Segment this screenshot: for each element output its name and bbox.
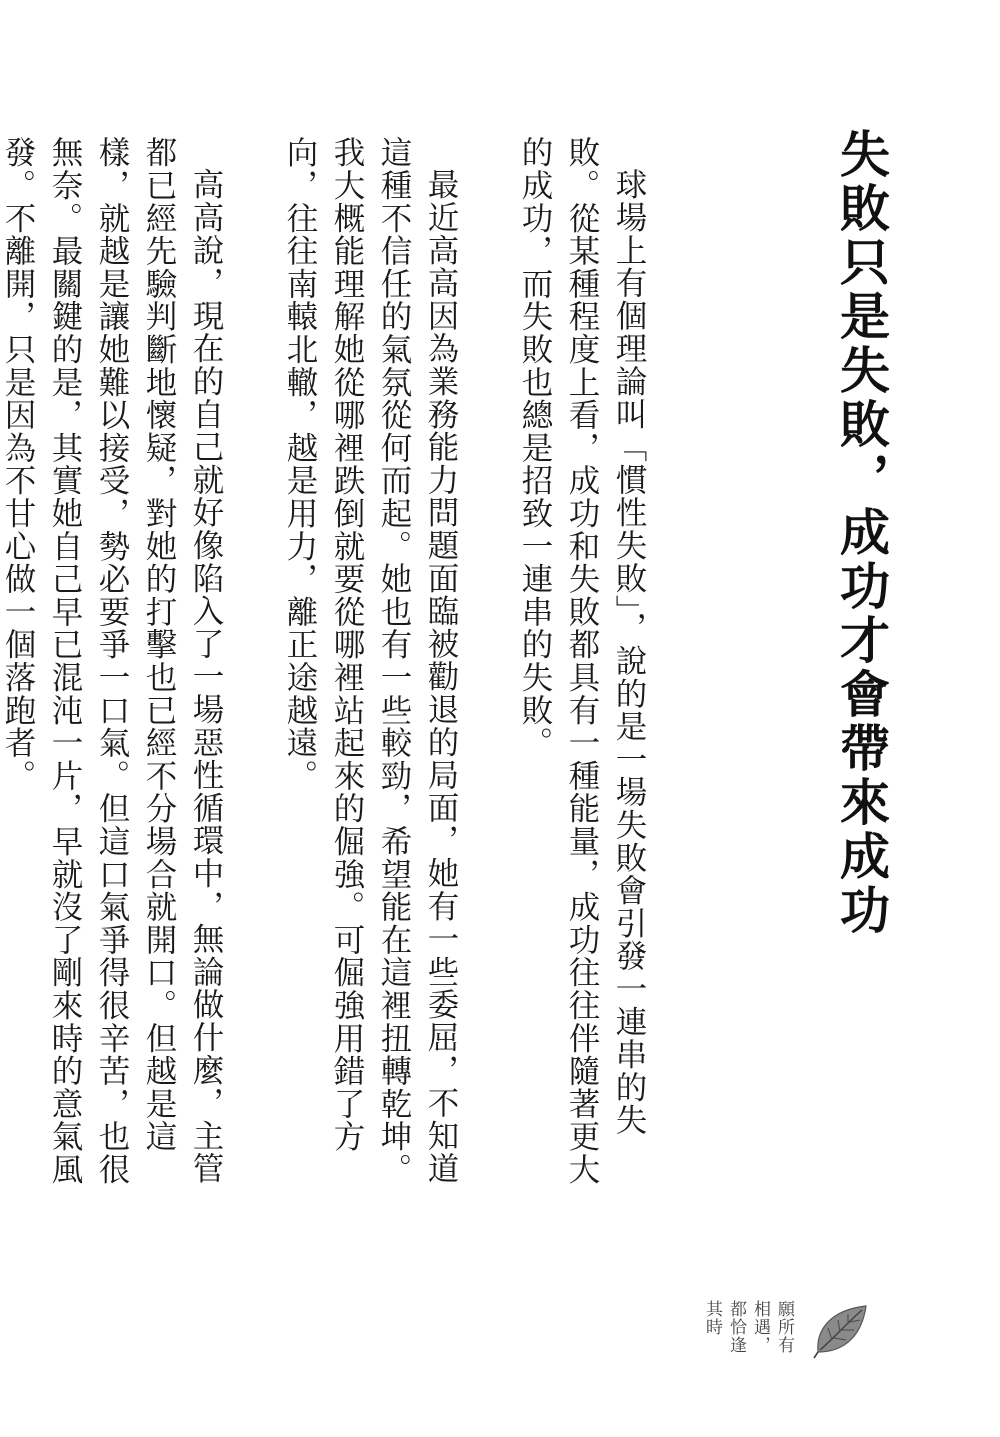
leaf-icon: [812, 1300, 872, 1360]
footer-line-1: 願所有: [774, 1300, 794, 1354]
paragraph-2: 最近高高因為業務能力問題面臨被勸退的局面，她有一些委屈，不知道這種不信任的氣氛從何而起。她也有一些較勁，希望能在這裡扭轉乾坤。我大概能理解她從哪裡跌倒就要從哪裡站起來的倔強。可倔強用錯了方向，往往南轅北轍，越是用力，離正途越遠。: [282, 136, 459, 1186]
page-footer: [694, 1300, 874, 1400]
paragraph-1: 球場上有個理論叫「慣性失敗」，說的是一場失敗會引發一連串的失敗。從某種程度上看，成功和失敗都具有一種能量，成功往往伴隨著更大的成功，而失敗也總是招致一連串的失敗。: [517, 136, 647, 1186]
footer-line-4: 其時: [702, 1300, 722, 1336]
paragraph-3: 高高說，現在的自己就好像陷入了一場惡性循環中，無論做什麼，主管都已經先驗判斷地懷疑，對她的打擊也已經不分場合就開口。但越是這樣，就越是讓她難以接受，勢必要爭一口氣。但這口氣爭得很辛苦，也很無奈。最關鍵的是，其實她自己早已混沌一片，早就沒了剛來時的意氣風發。不離開，只是因為不甘心做一個落跑者。: [0, 136, 224, 1186]
footer-tagline: [700, 1300, 796, 1380]
footer-line-2: 相遇，: [750, 1300, 770, 1354]
chapter-title: 失敗只是失敗，成功才會帶來成功: [832, 128, 891, 938]
footer-line-3: 都恰逢: [726, 1300, 746, 1354]
body-text: [0, 136, 652, 1196]
